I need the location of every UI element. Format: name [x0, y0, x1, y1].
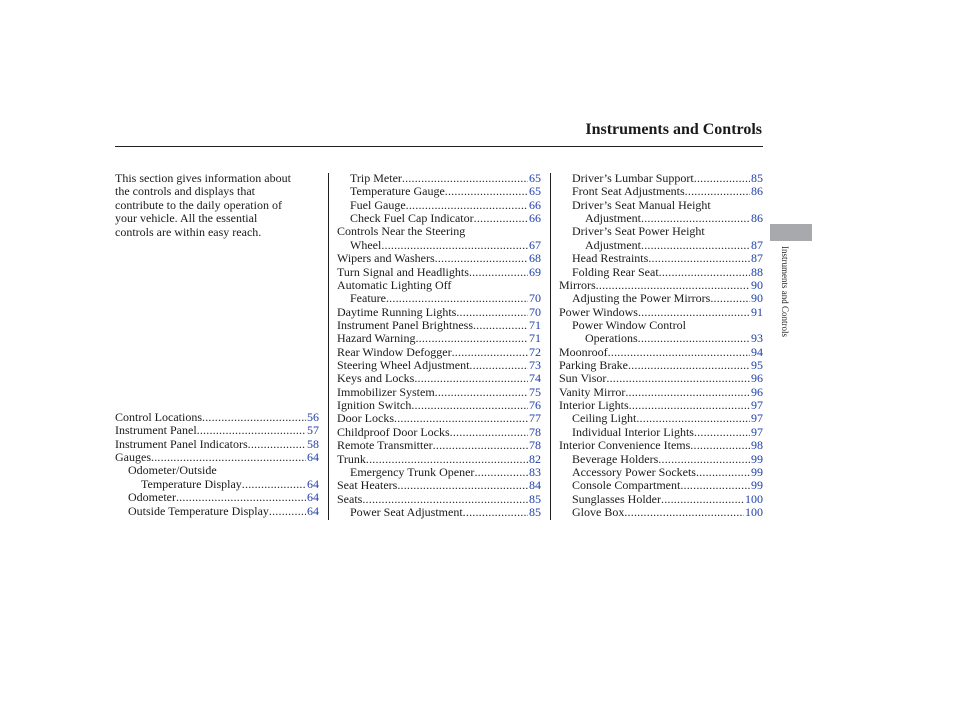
toc-entry[interactable] [559, 252, 763, 265]
toc-entry-title: Controls Near the Steering [337, 224, 466, 239]
intro-line: controls are within easy reach. [115, 224, 262, 239]
toc-page-number[interactable]: 77 [529, 411, 541, 426]
toc-page-number[interactable]: 64 [307, 476, 319, 491]
toc-entry-title: Adjustment [585, 211, 641, 226]
toc-page-number[interactable]: 56 [307, 410, 319, 424]
toc-entry [559, 199, 763, 212]
toc-entry [559, 319, 763, 332]
dot-leader [658, 453, 750, 466]
dot-leader [386, 292, 528, 305]
dot-leader [381, 239, 528, 252]
toc-entry[interactable] [337, 346, 541, 359]
toc-entry[interactable] [559, 239, 763, 252]
toc-entry[interactable] [337, 199, 541, 212]
toc-entry-title: Childproof Door Locks [337, 424, 450, 439]
toc-entry-title: Power Seat Adjustment [350, 504, 463, 519]
toc-entry[interactable] [559, 346, 763, 359]
toc-entry-title: Immobilizer System [337, 384, 435, 399]
toc-entry[interactable] [559, 426, 763, 439]
toc-entry[interactable] [559, 386, 763, 399]
toc-entry[interactable] [559, 479, 763, 492]
dot-leader [596, 279, 750, 292]
intro-line: contribute to the daily operation of [115, 197, 282, 212]
toc-page-number[interactable]: 94 [751, 344, 763, 359]
toc-entry-title: Head Restraints [572, 251, 649, 266]
dot-leader [456, 306, 528, 319]
toc-entry[interactable] [559, 359, 763, 372]
toc-page-number[interactable]: 75 [529, 384, 541, 399]
toc-page-number[interactable]: 78 [529, 438, 541, 453]
toc-entry[interactable] [337, 399, 541, 412]
toc-page-number[interactable]: 85 [751, 171, 763, 185]
toc-page-number[interactable]: 82 [529, 451, 541, 466]
toc-entry-title: Instrument Panel [115, 423, 197, 438]
toc-column-3 [559, 172, 763, 519]
toc-entry[interactable] [337, 306, 541, 319]
toc-entry[interactable] [337, 453, 541, 466]
dot-leader [176, 491, 306, 504]
toc-entry-title: Power Windows [559, 304, 638, 319]
toc-entry-title: Driver’s Seat Manual Height [572, 197, 711, 212]
dot-leader [659, 266, 750, 279]
toc-entry-title: Adjusting the Power Mirrors [572, 291, 711, 306]
intro-line: This section gives information about [115, 171, 291, 185]
toc-entry-title: Temperature Display [141, 476, 242, 491]
toc-entry-title: Instrument Panel Indicators [115, 436, 248, 451]
dot-leader [648, 252, 750, 265]
intro-paragraph [115, 172, 325, 239]
toc-page-number[interactable]: 90 [751, 277, 763, 292]
toc-entry-title: Outside Temperature Display [128, 503, 269, 518]
toc-entry-title: Adjustment [585, 237, 641, 252]
toc-page-number[interactable]: 87 [751, 251, 763, 266]
toc-entry-title: Accessory Power Sockets [572, 464, 696, 479]
dot-leader [629, 399, 750, 412]
dot-leader [406, 199, 528, 212]
toc-entry-title: Trip Meter [350, 171, 402, 185]
toc-entry[interactable] [337, 426, 541, 439]
toc-entry-title: Turn Signal and Headlights [337, 264, 469, 279]
toc-page-number[interactable]: 98 [751, 438, 763, 453]
toc-entry[interactable] [337, 359, 541, 372]
toc-entry-title: Folding Rear Seat [572, 264, 659, 279]
toc-entry[interactable] [115, 411, 319, 424]
dot-leader [415, 332, 528, 345]
toc-page-number[interactable]: 87 [751, 237, 763, 252]
page-title: Instruments and Controls [585, 121, 762, 138]
dot-leader [638, 306, 750, 319]
toc-entry-title: Ignition Switch [337, 398, 412, 413]
dot-leader [394, 412, 528, 425]
toc-entry-title: Steering Wheel Adjustment [337, 358, 470, 373]
toc-page-number[interactable]: 100 [745, 491, 763, 506]
toc-entry[interactable] [337, 506, 541, 519]
toc-page-number[interactable]: 97 [751, 411, 763, 426]
toc-entry-title: Interior Lights [559, 398, 629, 413]
toc-page-number[interactable]: 88 [751, 264, 763, 279]
toc-entry-title: Glove Box [572, 504, 625, 519]
toc-entry[interactable] [337, 493, 541, 506]
dot-leader [606, 372, 750, 385]
toc-page-number[interactable]: 91 [751, 304, 763, 319]
toc-entry-title: Moonroof [559, 344, 608, 359]
toc-entry-title: Control Locations [115, 410, 202, 424]
toc-entry[interactable] [337, 479, 541, 492]
toc-entry[interactable] [337, 319, 541, 332]
toc-entry [337, 279, 541, 292]
toc-entry-title: Interior Convenience Items [559, 438, 691, 453]
toc-entry[interactable] [337, 372, 541, 385]
toc-entry-title: Wipers and Washers [337, 251, 435, 266]
toc-entry [337, 225, 541, 238]
toc-page-number[interactable]: 100 [745, 504, 763, 519]
toc-page-number[interactable]: 70 [529, 304, 541, 319]
toc-page-number[interactable]: 96 [751, 371, 763, 386]
toc-entry[interactable] [559, 493, 763, 506]
dot-leader [414, 372, 528, 385]
toc-page-number[interactable]: 99 [751, 451, 763, 466]
dot-leader [625, 386, 750, 399]
toc-entry[interactable] [115, 491, 319, 504]
dot-leader [202, 411, 306, 424]
toc-column-2 [337, 172, 541, 519]
dot-leader [638, 332, 750, 345]
intro-line: the controls and displays that [115, 184, 255, 199]
toc-entry-title: Vanity Mirror [559, 384, 626, 399]
dot-leader [402, 172, 528, 185]
toc-entry[interactable] [337, 185, 541, 198]
toc-page-number[interactable]: 99 [751, 464, 763, 479]
toc-entry [115, 464, 319, 477]
toc-entry[interactable] [337, 239, 541, 252]
toc-entry[interactable] [559, 266, 763, 279]
toc-entry[interactable] [337, 212, 541, 225]
dot-leader [197, 424, 306, 437]
dot-leader [608, 346, 750, 359]
toc-entry-title: Beverage Holders [572, 451, 659, 466]
toc-page-number[interactable]: 95 [751, 358, 763, 373]
toc-entry-title: Check Fuel Cap Indicator [350, 211, 474, 226]
toc-entry-title: Hazard Warning [337, 331, 416, 346]
toc-entry[interactable] [337, 412, 541, 425]
toc-entry-title: Sun Visor [559, 371, 607, 386]
dot-leader [696, 466, 750, 479]
toc-entry[interactable] [559, 185, 763, 198]
dot-leader [661, 493, 744, 506]
toc-entry[interactable] [559, 466, 763, 479]
toc-entry[interactable] [559, 439, 763, 452]
toc-entry-title: Gauges [115, 450, 151, 465]
dot-leader [463, 506, 528, 519]
toc-page-number[interactable]: 86 [751, 184, 763, 199]
toc-entry[interactable] [337, 386, 541, 399]
toc-entry-title: Daytime Running Lights [337, 304, 457, 319]
dot-leader [362, 493, 528, 506]
dot-leader [636, 412, 750, 425]
toc-entry-title: Seats [337, 491, 363, 506]
toc-page-number[interactable]: 76 [529, 398, 541, 413]
toc-entry[interactable] [115, 478, 319, 491]
toc-page-number[interactable]: 58 [307, 436, 319, 451]
toc-entry[interactable] [115, 451, 319, 464]
toc-entry[interactable] [559, 279, 763, 292]
dot-leader [445, 185, 528, 198]
toc-page-number[interactable]: 99 [751, 478, 763, 493]
toc-entry[interactable] [337, 466, 541, 479]
toc-page-number[interactable]: 90 [751, 291, 763, 306]
toc-entry[interactable] [559, 212, 763, 225]
toc-page-number[interactable]: 97 [751, 424, 763, 439]
toc-entry-title: Emergency Trunk Opener [350, 464, 475, 479]
toc-page-number[interactable]: 70 [529, 291, 541, 306]
toc-entry-title: Driver’s Seat Power Height [572, 224, 705, 239]
toc-page-number[interactable]: 69 [529, 264, 541, 279]
dot-leader [641, 212, 750, 225]
toc-entry-title: Odometer/Outside [128, 463, 217, 478]
toc-page-number[interactable]: 67 [529, 237, 541, 252]
toc-entry-title: Door Locks [337, 411, 394, 426]
toc-entry-title: Driver’s Lumbar Support [572, 171, 694, 185]
dot-leader [474, 466, 528, 479]
intro-line: your vehicle. All the essential [115, 211, 258, 226]
toc-entry[interactable] [337, 252, 541, 265]
dot-leader [641, 239, 750, 252]
dot-leader [450, 426, 528, 439]
header-rule [115, 146, 763, 147]
dot-leader [151, 451, 306, 464]
dot-leader [469, 266, 528, 279]
dot-leader [452, 346, 528, 359]
toc-page-number[interactable]: 84 [529, 478, 541, 493]
toc-entry[interactable] [115, 424, 319, 437]
toc-entry[interactable] [559, 453, 763, 466]
toc-column-1 [115, 411, 319, 518]
toc-entry-title: Ceiling Light [572, 411, 637, 426]
toc-entry-title: Front Seat Adjustments [572, 184, 685, 199]
toc-entry [559, 225, 763, 238]
toc-entry-title: Sunglasses Holder [572, 491, 661, 506]
toc-page-number[interactable]: 65 [529, 184, 541, 199]
toc-page-number[interactable]: 73 [529, 358, 541, 373]
toc-entry-title: Power Window Control [572, 317, 686, 332]
toc-page-number[interactable]: 85 [529, 491, 541, 506]
dot-leader [680, 479, 750, 492]
toc-entry-title: Wheel [350, 237, 382, 252]
toc-entry[interactable] [337, 439, 541, 452]
toc-page-number[interactable]: 68 [529, 251, 541, 266]
toc-page-number[interactable]: 97 [751, 398, 763, 413]
toc-entry[interactable] [559, 172, 763, 185]
toc-entry[interactable] [559, 292, 763, 305]
dot-leader [628, 359, 750, 372]
toc-page-number[interactable]: 83 [529, 464, 541, 479]
dot-leader [433, 439, 528, 452]
dot-leader [694, 172, 750, 185]
dot-leader [269, 505, 306, 518]
toc-entry-title: Mirrors [559, 277, 596, 292]
toc-entry[interactable] [115, 505, 319, 518]
dot-leader [411, 399, 528, 412]
column-divider-2 [550, 173, 551, 520]
toc-entry-title: Feature [350, 291, 386, 306]
toc-entry-title: Temperature Gauge [350, 184, 445, 199]
column-divider-1 [328, 173, 329, 520]
toc-entry[interactable] [559, 506, 763, 519]
dot-leader [435, 252, 528, 265]
dot-leader [366, 453, 528, 466]
toc-entry-title: Rear Window Defogger [337, 344, 452, 359]
toc-page-number[interactable]: 71 [529, 331, 541, 346]
dot-leader [473, 319, 528, 332]
toc-entry-title: Trunk [337, 451, 366, 466]
toc-page-number[interactable]: 96 [751, 384, 763, 399]
toc-page-number[interactable]: 93 [751, 331, 763, 346]
toc-entry[interactable] [337, 266, 541, 279]
toc-page-number[interactable]: 65 [529, 171, 541, 185]
dot-leader [690, 439, 750, 452]
toc-entry[interactable] [337, 172, 541, 185]
toc-entry-title: Automatic Lighting Off [337, 277, 452, 292]
toc-entry-title: Parking Brake [559, 358, 628, 373]
toc-entry-title: Console Compartment [572, 478, 681, 493]
toc-entry[interactable] [559, 332, 763, 345]
dot-leader [694, 426, 750, 439]
dot-leader [435, 386, 528, 399]
toc-page-number[interactable]: 57 [307, 423, 319, 438]
dot-leader [242, 478, 306, 491]
toc-page-number[interactable]: 66 [529, 211, 541, 226]
toc-entry[interactable] [337, 332, 541, 345]
toc-entry-title: Seat Heaters [337, 478, 398, 493]
toc-page-number[interactable]: 86 [751, 211, 763, 226]
toc-page-number[interactable]: 74 [529, 371, 541, 386]
toc-entry-title: Odometer [128, 490, 176, 505]
toc-entry[interactable] [115, 438, 319, 451]
toc-entry-title: Operations [585, 331, 638, 346]
toc-page-number[interactable]: 64 [307, 490, 319, 505]
toc-entry[interactable] [559, 306, 763, 319]
toc-page-number[interactable]: 64 [307, 503, 319, 518]
dot-leader [710, 292, 750, 305]
dot-leader [397, 479, 528, 492]
dot-leader [474, 212, 528, 225]
toc-entry-title: Remote Transmitter [337, 438, 433, 453]
toc-entry[interactable] [337, 292, 541, 305]
toc-page-number[interactable]: 71 [529, 317, 541, 332]
toc-page-number[interactable]: 85 [529, 504, 541, 519]
dot-leader [685, 185, 750, 198]
toc-page-number[interactable]: 66 [529, 197, 541, 212]
dot-leader [469, 359, 528, 372]
section-tab [770, 224, 812, 241]
toc-entry[interactable] [559, 412, 763, 425]
toc-entry-title: Instrument Panel Brightness [337, 317, 473, 332]
toc-entry-title: Individual Interior Lights [572, 424, 694, 439]
toc-page-number[interactable]: 72 [529, 344, 541, 359]
toc-entry[interactable] [559, 399, 763, 412]
toc-entry[interactable] [559, 372, 763, 385]
toc-page-number[interactable]: 64 [307, 450, 319, 465]
section-tab-label: Instruments and Controls [780, 246, 790, 337]
dot-leader [248, 438, 306, 451]
toc-entry-title: Fuel Gauge [350, 197, 406, 212]
toc-page-number[interactable]: 78 [529, 424, 541, 439]
dot-leader [624, 506, 744, 519]
toc-entry-title: Keys and Locks [337, 371, 415, 386]
